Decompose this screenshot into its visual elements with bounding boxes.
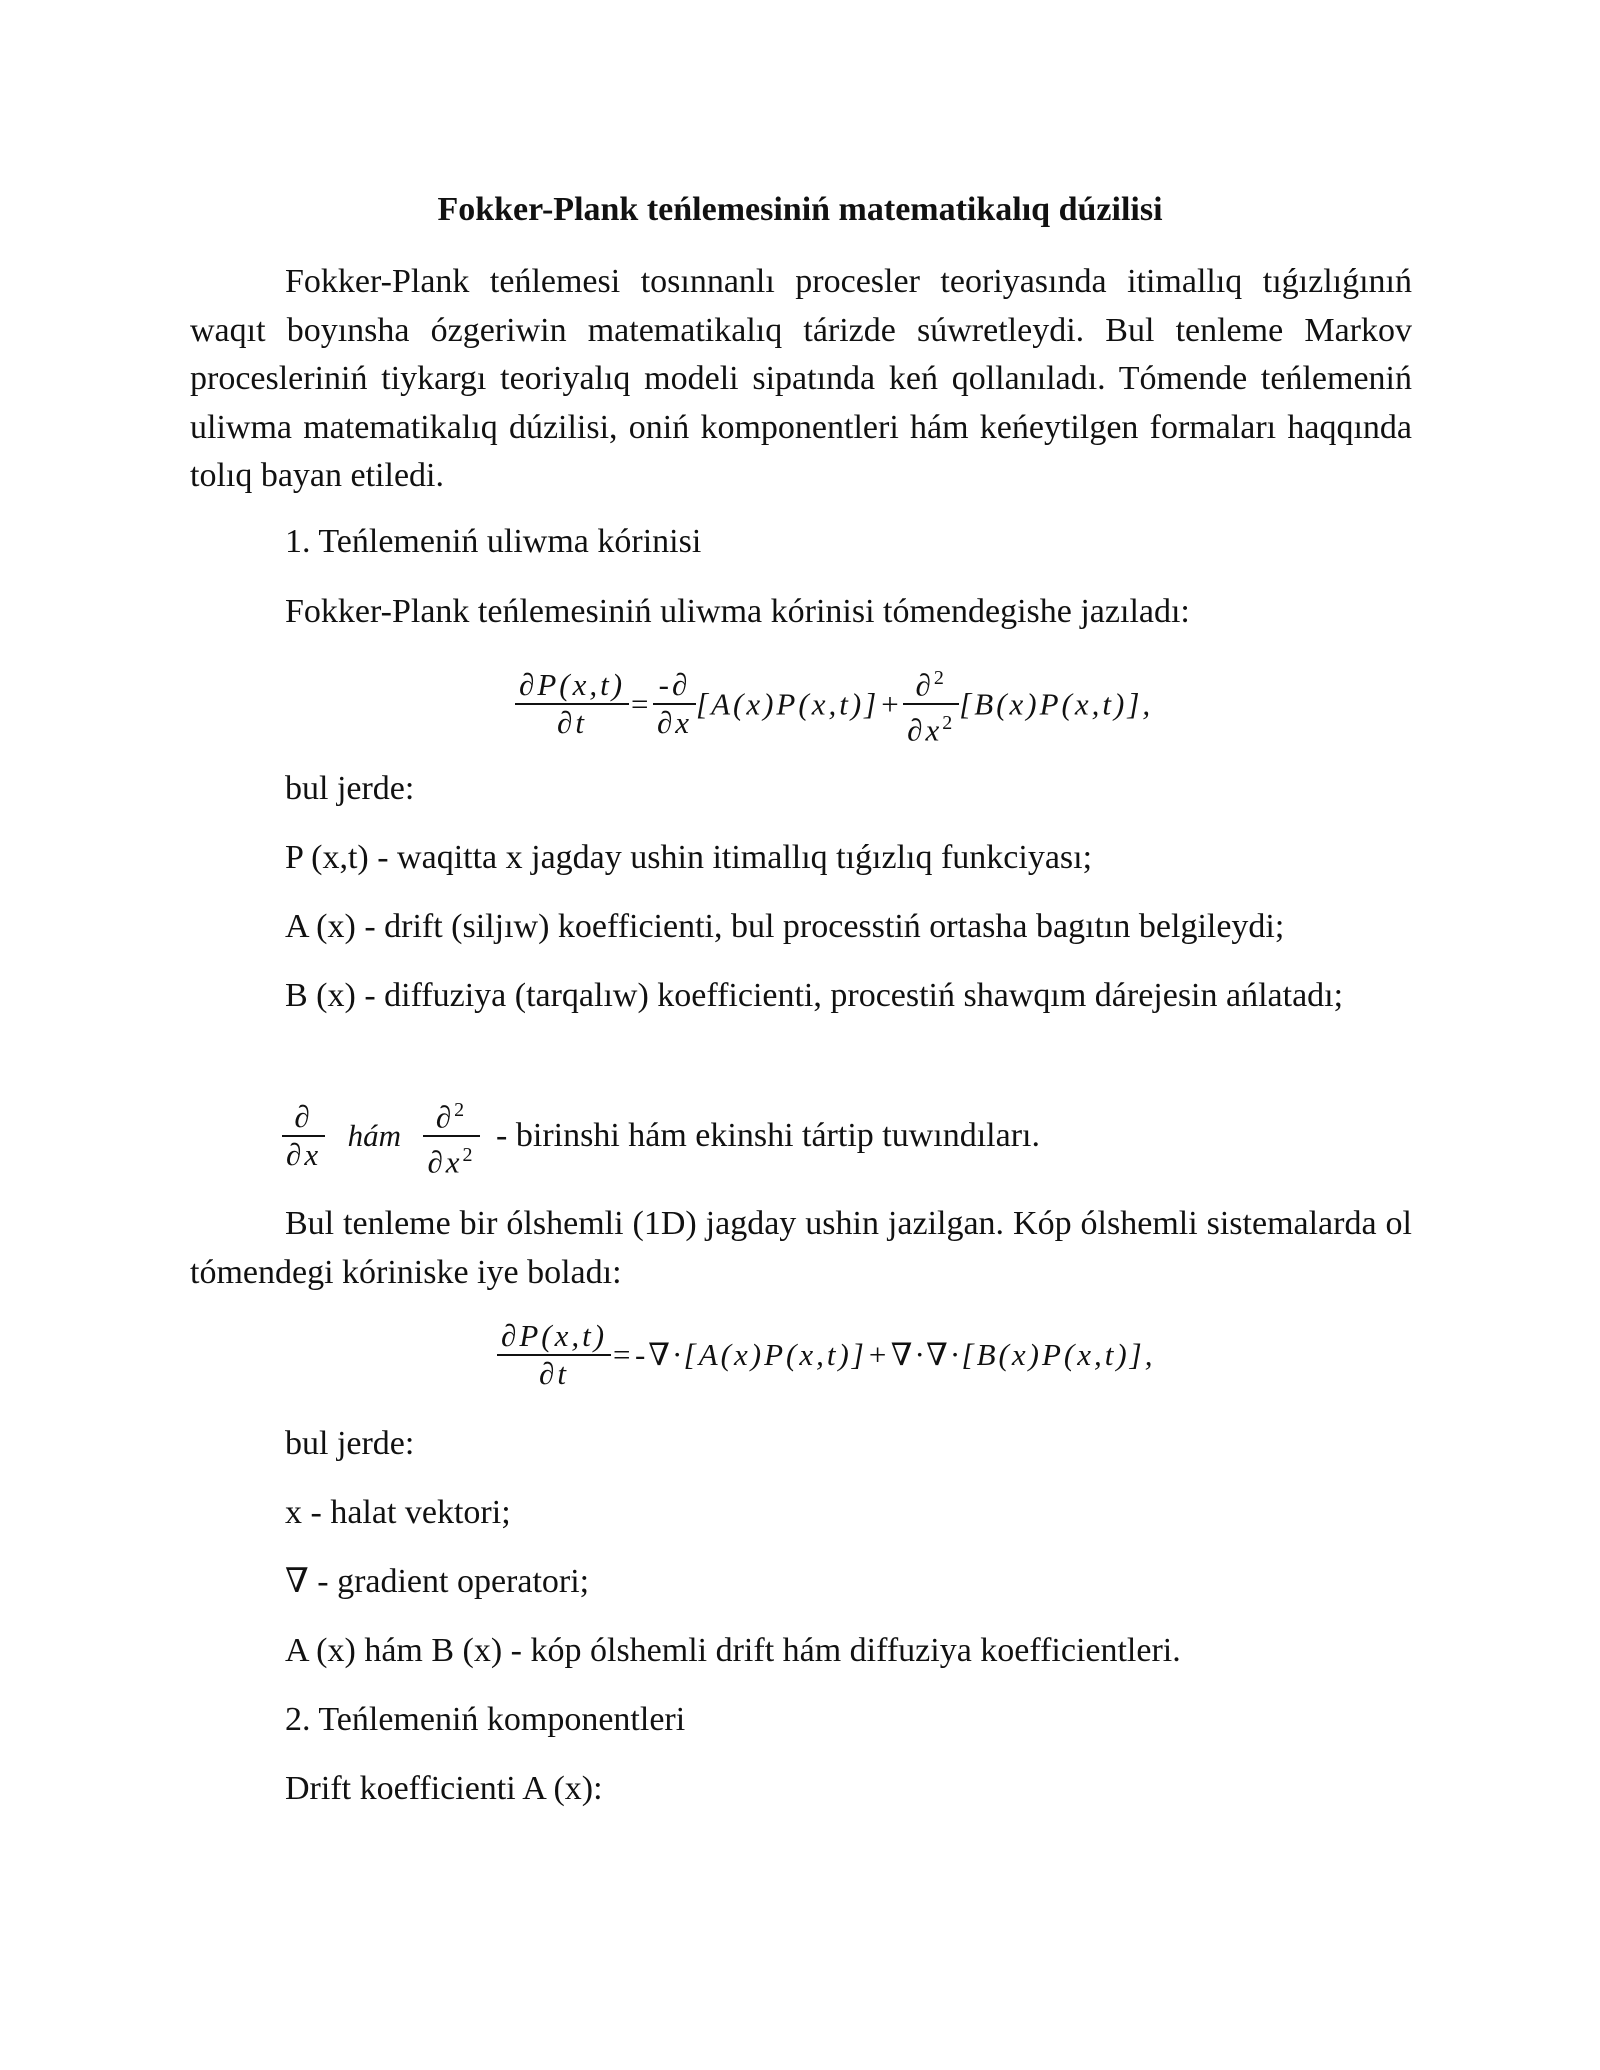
- lhs-fraction: [515, 667, 629, 741]
- definition-a-b: A (x) hám B (x) - kóp ólshemli drift hám diffuziya koefficientleri.: [285, 1632, 1181, 1669]
- definition-x: x - halat vektori;: [285, 1494, 511, 1531]
- partial-x: ∂x: [907, 712, 943, 748]
- derivative-operators: [282, 1092, 1040, 1181]
- section-1-heading: 1. Teńlemeniń uliwma kórinisi: [285, 523, 702, 560]
- definition-nabla: ∇ - gradient operatori;: [285, 1563, 590, 1600]
- diffusion-term: [B(x)P(x,t)],: [959, 686, 1154, 722]
- general-form-intro: Fokker-Plank teńlemesiniń uliwma kórinisi tómendegishe jazıladı:: [285, 593, 1190, 630]
- equals-sign: =: [629, 686, 653, 722]
- derivative-description: - birinshi hám ekinshi tártip tuwındıları.: [496, 1117, 1040, 1155]
- document-title: Fokker-Plank teńlemesiniń matematikalıq dúzilisi: [437, 191, 1163, 228]
- d1-numerator: ∂: [282, 1099, 325, 1137]
- definition-a: A (x) - drift (siljıw) koefficienti, bul processtiń ortasha bagıtın belgileydi;: [285, 908, 1285, 945]
- multidimensional-intro: Bul tenleme bir ólshemli (1D) jagday ushin jazilgan. Kóp ólshemli sistemalarda ol tómendegi kóriniske iye boladı:: [190, 1205, 1412, 1291]
- lhs-numerator: ∂P(x,t): [515, 667, 629, 705]
- fokker-planck-equation-nd: [497, 1318, 1155, 1392]
- exponent: 2: [942, 712, 956, 735]
- partial-symbol: ∂: [435, 1099, 455, 1135]
- lhs-fraction: [497, 1318, 611, 1392]
- drift-term: [A(x)P(x,t)]+: [696, 686, 904, 722]
- lhs-denominator: ∂t: [557, 705, 587, 741]
- second-derivative-operator: [423, 1092, 479, 1181]
- where-label-1: bul jerde:: [285, 770, 415, 807]
- exponent: 2: [933, 667, 947, 689]
- exponent: 2: [462, 1144, 476, 1167]
- fokker-planck-equation-1d: [515, 660, 1153, 749]
- first-derivative-operator: [282, 1099, 325, 1173]
- where-label-2: bul jerde:: [285, 1425, 415, 1462]
- drift-coefficient-label: Drift koefficienti A (x):: [285, 1770, 603, 1807]
- ham-word: hám: [347, 1118, 401, 1154]
- second-derivative-denominator: [903, 705, 959, 748]
- partial-symbol: ∂: [915, 667, 934, 703]
- d1-denominator: ∂x: [286, 1137, 322, 1173]
- partial-x: ∂x: [427, 1144, 463, 1180]
- rhs-expression: =-∇·[A(x)P(x,t)]+∇·∇·[B(x)P(x,t)],: [611, 1337, 1156, 1372]
- definition-p: P (x,t) - waqitta x jagday ushin itimallıq tıǵızlıq funkciyası;: [285, 839, 1093, 876]
- lhs-denominator: ∂t: [539, 1356, 569, 1391]
- d2-denominator: [423, 1137, 479, 1180]
- second-derivative-numerator: [903, 660, 959, 705]
- first-derivative-fraction: [653, 667, 696, 741]
- intro-paragraph: Fokker-Plank teńlemesi tosınnanlı procesler teoriyasında itimallıq tıǵızlıǵınıń waqıt boyınsha ózgeriwin matematikalıq tárizde súwretleydi. Bul tenleme Markov procesleriniń tiykargı teoriyalıq modeli sipatında keń qollanıladı. Tómende teńlemeniń uliwma matematikalıq dúzilisi, oniń komponentleri hám keńeytilgen formaları haqqında tolıq bayan etiledi.: [190, 263, 1412, 494]
- first-derivative-numerator: -∂: [653, 667, 696, 705]
- lhs-numerator: ∂P(x,t): [497, 1318, 611, 1356]
- second-derivative-fraction: [903, 660, 959, 749]
- first-derivative-denominator: ∂x: [656, 705, 693, 741]
- exponent: 2: [454, 1099, 468, 1121]
- d2-numerator: [423, 1092, 479, 1137]
- section-2-heading: 2. Teńlemeniń komponentleri: [285, 1701, 686, 1738]
- definition-b: B (x) - diffuziya (tarqalıw) koefficienti, procestiń shawqım dárejesin ańlatadı;: [285, 977, 1344, 1014]
